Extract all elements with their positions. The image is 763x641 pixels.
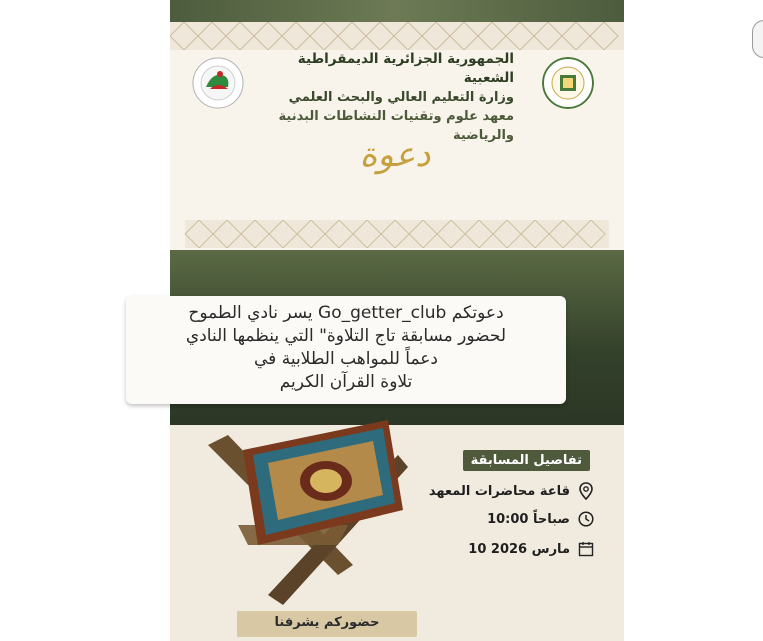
scroll-handle[interactable] bbox=[752, 20, 763, 58]
location-text: قاعة محاضرات المعهد bbox=[428, 483, 570, 499]
clock-icon bbox=[578, 511, 594, 527]
time-text: 10:00 صباحاً bbox=[487, 511, 570, 527]
footer-text: حضوركم يشرفنا bbox=[274, 615, 380, 630]
geometric-pattern-top bbox=[170, 22, 624, 50]
message-line-3: دعماً للمواهب الطلابية في bbox=[254, 349, 438, 369]
geometric-pattern-bottom bbox=[170, 220, 624, 248]
detail-date bbox=[468, 541, 594, 557]
detail-time bbox=[487, 511, 594, 527]
message-line-4: تلاوة القرآن الكريم bbox=[279, 372, 413, 392]
details-title: تفاصيل المسابقة bbox=[463, 450, 590, 471]
top-band bbox=[170, 0, 624, 22]
header-line-3: معهد علوم وتقنيات النشاطات البدنية والرياضية bbox=[278, 109, 514, 143]
sports-institute-logo bbox=[192, 57, 244, 109]
message-line-1: يسر نادي الطموح Go_getter_club دعوتكم bbox=[188, 303, 504, 323]
message-text bbox=[126, 302, 566, 394]
date-text: 10 مارس 2026 bbox=[468, 541, 570, 557]
header-line-2: وزارة التعليم العالي والبحث العلمي bbox=[288, 90, 514, 105]
right-margin bbox=[624, 0, 763, 641]
location-pin-icon bbox=[578, 482, 594, 500]
header-titles bbox=[244, 50, 514, 145]
detail-location bbox=[429, 482, 594, 500]
quran-stand-illustration bbox=[188, 395, 418, 610]
message-line-2: لحضور مسابقة تاج التلاوة" التي ينظمها النادي bbox=[185, 326, 507, 346]
header-line-1: الجمهورية الجزائرية الديمقراطية الشعبية bbox=[297, 51, 514, 86]
invitation-word: دعوة bbox=[359, 135, 431, 175]
university-logo bbox=[542, 57, 594, 109]
calendar-icon bbox=[578, 541, 594, 557]
